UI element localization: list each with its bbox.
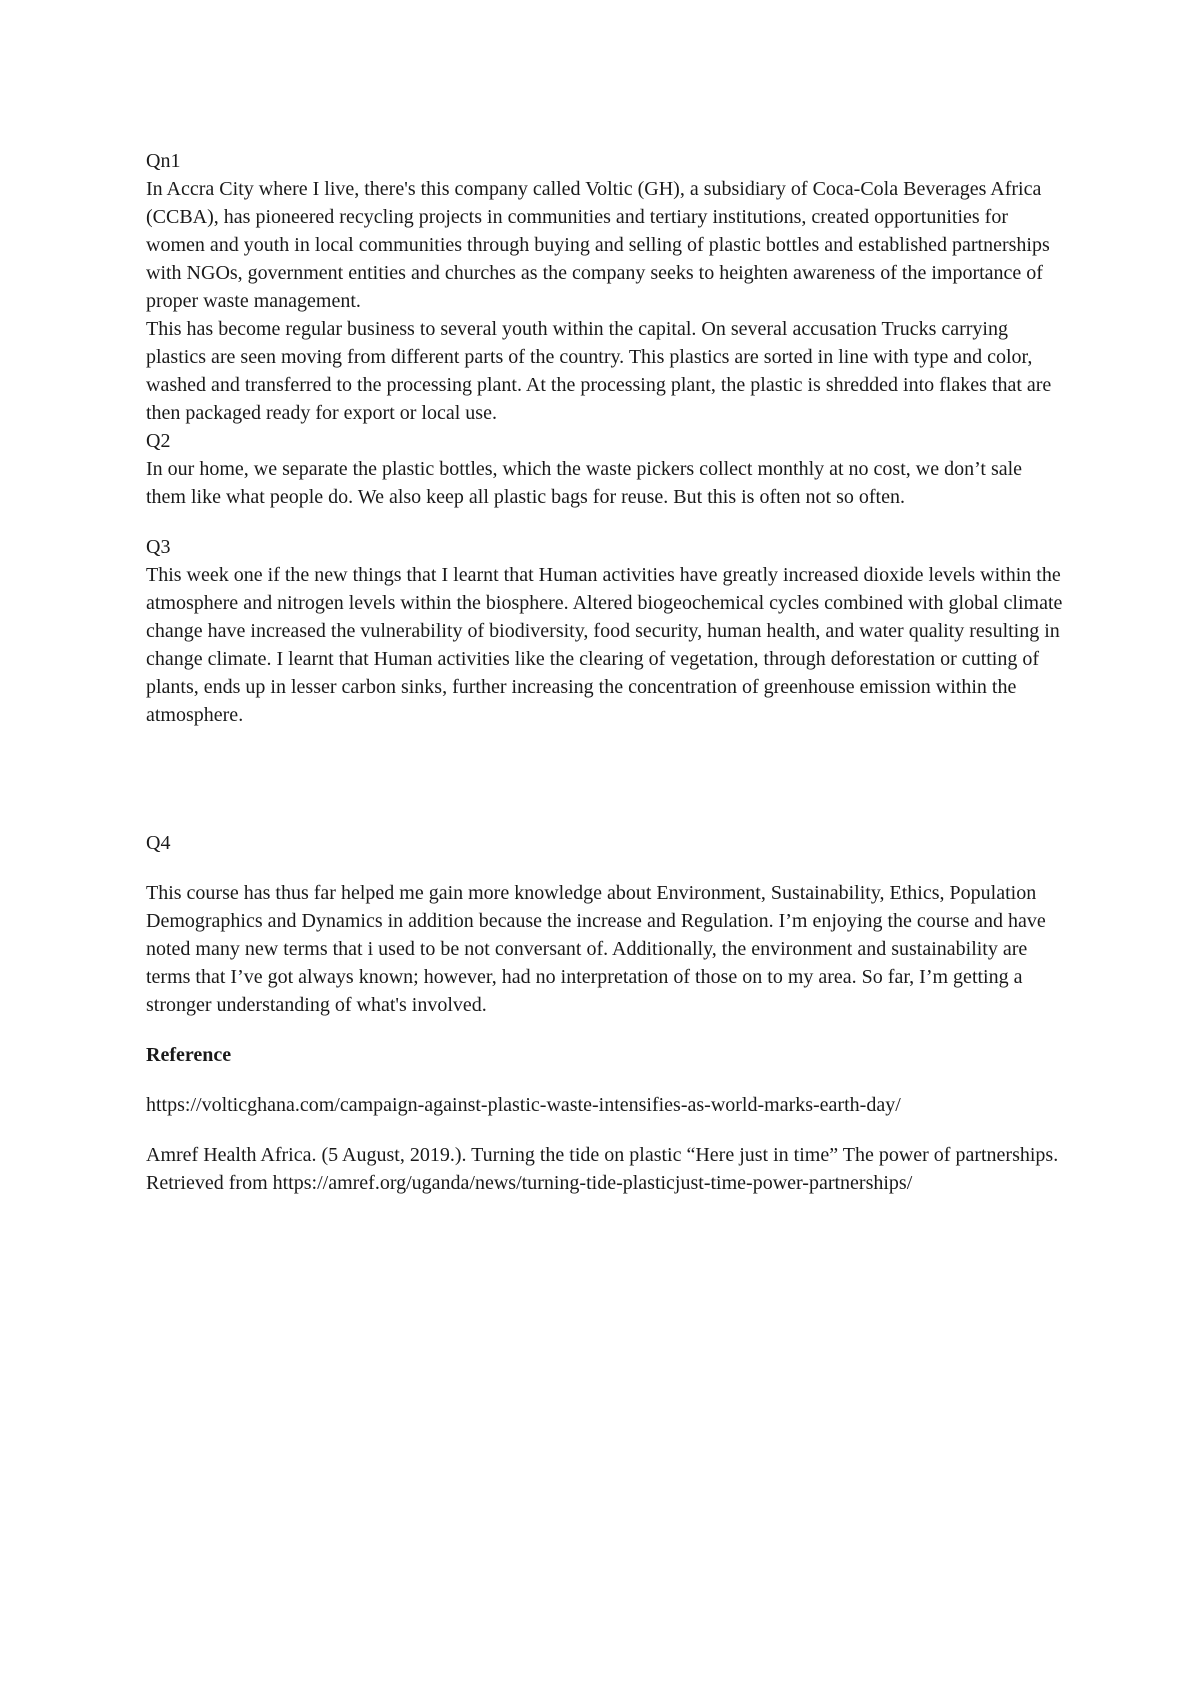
document-body <box>146 147 1066 1197</box>
q1-label: Qn1 <box>146 150 181 172</box>
q3-paragraph-1: This week one if the new things that I learnt that Human activities have greatly increased dioxide levels within the atmosphere and nitrogen levels within the biosphere. Altered biogeochemical cycles combined with global climate change have increased the vulnerability of biodiversity, food security, human health, and water quality resulting in change climate. I learnt that Human activities like the clearing of vegetation, through deforestation or cutting of plants, ends up in lesser carbon sinks, further increasing the concentration of greenhouse emission within the atmosphere. <box>146 564 1063 726</box>
reference-item-2: Amref Health Africa. (5 August, 2019.). Turning the tide on plastic “Here just in time” The power of partnerships. Retrieved from https://amref.org/uganda/news/turning-tide-plasticjust-time-power-partnerships/ <box>146 1144 1059 1194</box>
spacer <box>146 511 1066 533</box>
q2-label: Q2 <box>146 430 171 452</box>
spacer <box>146 1119 1066 1141</box>
spacer <box>146 1069 1066 1091</box>
q1-paragraph-1: In Accra City where I live, there's this company called Voltic (GH), a subsidiary of Coca-Cola Beverages Africa (CCBA), has pioneered recycling projects in communities and tertiary institutions, created opportunities for women and youth in local communities through buying and selling of plastic bottles and established partnerships with NGOs, government entities and churches as the company seeks to heighten awareness of the importance of proper waste management. <box>146 178 1050 312</box>
reference-heading: Reference <box>146 1044 232 1066</box>
spacer <box>146 857 1066 879</box>
spacer <box>146 1019 1066 1041</box>
reference-item-1: https://volticghana.com/campaign-against-plastic-waste-intensifies-as-world-marks-earth-day/ <box>146 1094 901 1116</box>
q4-label: Q4 <box>146 832 171 854</box>
q1-paragraph-2: This has become regular business to several youth within the capital. On several accusation Trucks carrying plastics are seen moving from different parts of the country. This plastics are sorted in line with type and color, washed and transferred to the processing plant. At the processing plant, the plastic is shredded into flakes that are then packaged ready for export or local use. <box>146 318 1052 424</box>
q3-label: Q3 <box>146 536 171 558</box>
spacer <box>146 729 1066 829</box>
q4-paragraph-1: This course has thus far helped me gain more knowledge about Environment, Sustainability, Ethics, Population Demographics and Dynamics in addition because the increase and Regulation. I’m enjoying the course and have noted many new terms that i used to be not conversant of. Additionally, the environment and sustainability are terms that I’ve got always known; however, had no interpretation of those on to my area. So far, I’m getting a stronger understanding of what's involved. <box>146 882 1046 1016</box>
q2-paragraph-1: In our home, we separate the plastic bottles, which the waste pickers collect monthly at no cost, we don’t sale them like what people do. We also keep all plastic bags for reuse. But this is often not so often. <box>146 458 1023 508</box>
